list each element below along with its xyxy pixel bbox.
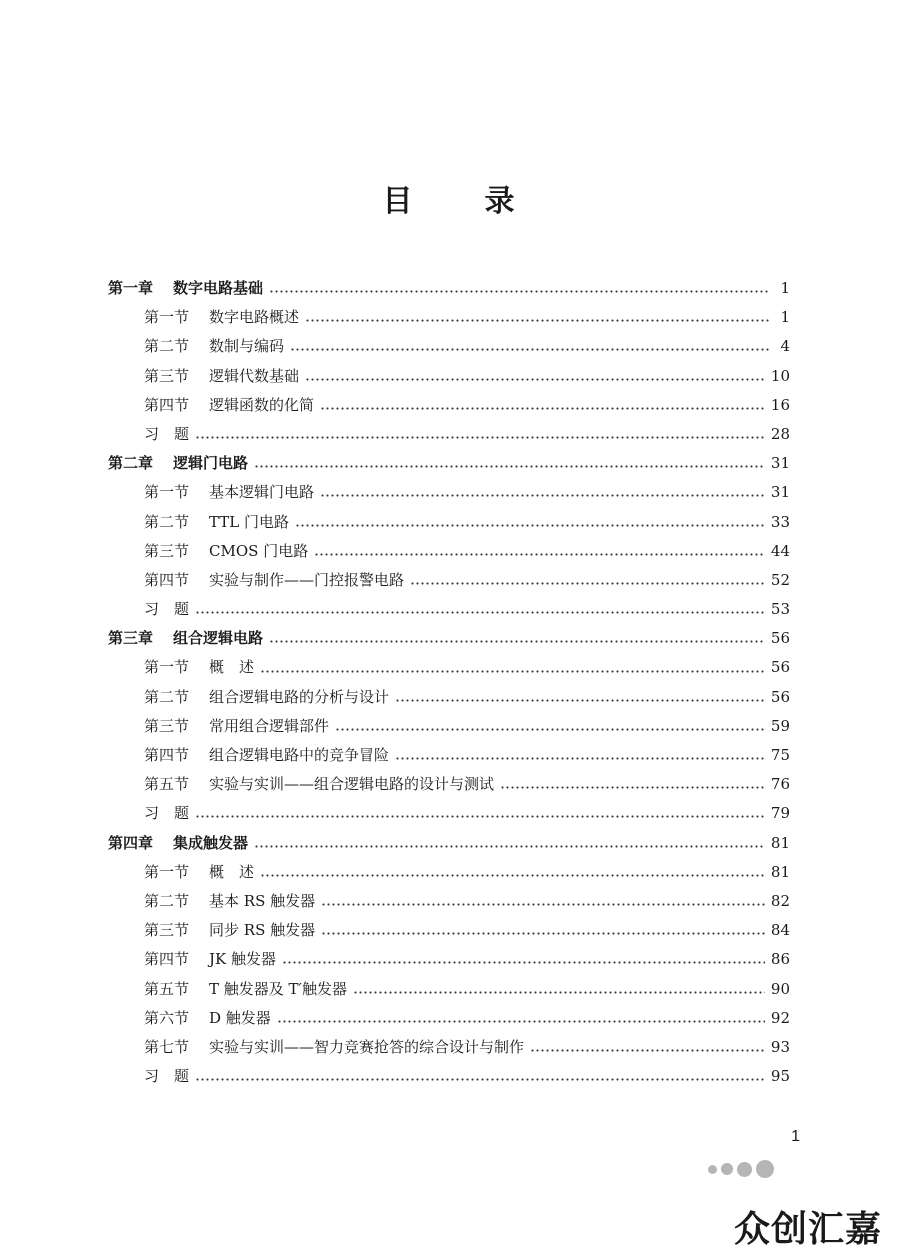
toc-entry-title: 基本逻辑门电路 — [209, 483, 315, 502]
toc-entry-number: 第二节 — [144, 687, 190, 706]
toc-entry-title: D 触发器 — [209, 1008, 271, 1027]
dot-leader — [305, 378, 765, 381]
toc-entry-number: 第三节 — [144, 541, 190, 560]
toc-entry-title: 基本 RS 触发器 — [209, 891, 316, 910]
toc-entry-number: 第三章 — [108, 629, 154, 648]
toc-entry-title: T 触发器及 T′触发器 — [209, 979, 347, 998]
toc-page-number: 31 — [770, 483, 790, 502]
dot-leader — [305, 319, 770, 322]
toc-entry-number: 第五节 — [144, 979, 190, 998]
dot-leader — [260, 670, 765, 673]
toc-entry-title: 数制与编码 — [209, 337, 285, 356]
toc-entry-title: CMOS 门电路 — [209, 541, 309, 560]
toc-section-row[interactable] — [108, 741, 790, 770]
toc-entry-title: 数字电路基础 — [173, 279, 264, 297]
toc-section-row[interactable] — [108, 683, 790, 712]
toc-page-number: 82 — [770, 891, 790, 910]
page-title — [0, 182, 899, 222]
toc-section-row[interactable] — [108, 391, 790, 420]
toc-page-number: 33 — [770, 512, 790, 531]
toc-chapter-row[interactable] — [108, 624, 790, 653]
toc-entry-number: 第一章 — [108, 279, 154, 297]
toc-page-number: 10 — [770, 366, 790, 385]
toc-entry-title: 组合逻辑电路 — [173, 629, 264, 648]
toc-entry-title: JK 触发器 — [209, 950, 277, 969]
toc-section-row[interactable] — [108, 566, 790, 595]
toc-entry-title: 实验与实训——组合逻辑电路的设计与测试 — [209, 775, 495, 794]
dot-leader — [353, 991, 765, 994]
toc-page-number: 90 — [770, 979, 790, 998]
toc-section-row[interactable] — [108, 945, 790, 974]
toc-page-number: 95 — [770, 1067, 790, 1086]
toc-entry-number: 习 题 — [144, 600, 190, 619]
toc-page-number: 76 — [770, 775, 790, 794]
toc-entry-number: 第四节 — [144, 395, 190, 414]
toc-entry-title: 数字电路概述 — [209, 308, 300, 327]
toc-section-row[interactable] — [108, 362, 790, 391]
toc-chapter-row[interactable] — [108, 829, 790, 858]
watermark: 众创汇嘉 — [734, 1209, 883, 1250]
toc-section-row[interactable] — [108, 303, 790, 332]
toc-entry-number: 第六节 — [144, 1008, 190, 1027]
decorative-dots-icon — [708, 1160, 774, 1178]
toc-entry-number: 第三节 — [144, 716, 190, 735]
dot-leader — [321, 903, 765, 906]
toc-entry-number: 第二节 — [144, 891, 190, 910]
dot-leader — [254, 845, 765, 848]
toc-page-number: 81 — [770, 862, 790, 881]
dot-leader — [269, 640, 765, 643]
toc-page-number: 56 — [770, 629, 790, 648]
toc-section-row[interactable] — [108, 1033, 790, 1062]
toc-page-number: 81 — [770, 833, 790, 852]
toc-entry-title: 集成触发器 — [173, 833, 249, 852]
toc-entry-number: 第三节 — [144, 921, 190, 940]
toc-section-row[interactable] — [108, 799, 790, 828]
toc-section-row[interactable] — [108, 332, 790, 361]
toc-entry-title: 组合逻辑电路的分析与设计 — [209, 687, 390, 706]
toc-page-number: 86 — [770, 950, 790, 969]
toc-page-number: 4 — [780, 337, 790, 356]
toc-page-number: 1 — [780, 279, 790, 297]
dot-leader — [410, 582, 765, 585]
dot-leader — [195, 1078, 765, 1081]
toc-entry-number: 第二节 — [144, 337, 190, 356]
toc-page-number: 75 — [770, 746, 790, 764]
toc-entry-number: 习 题 — [144, 804, 190, 823]
dot-leader — [195, 815, 765, 818]
title-char-left: 目 — [382, 184, 415, 219]
toc-section-row[interactable] — [108, 712, 790, 741]
toc-page-number: 16 — [770, 395, 790, 414]
dot-leader — [195, 436, 765, 439]
toc-page-number: 44 — [770, 541, 790, 560]
toc-section-row[interactable] — [108, 537, 790, 566]
toc-entry-number: 第四节 — [144, 746, 190, 764]
dot-leader — [530, 1049, 765, 1052]
dot-leader — [295, 524, 765, 527]
toc-chapter-row[interactable] — [108, 274, 790, 303]
toc-section-row[interactable] — [108, 887, 790, 916]
dot-leader — [277, 1020, 765, 1023]
toc-entry-title: 逻辑门电路 — [173, 454, 249, 473]
toc-page-number: 92 — [770, 1008, 790, 1027]
toc-section-row[interactable] — [108, 1062, 790, 1091]
toc-entry-title: 逻辑代数基础 — [209, 366, 300, 385]
toc-entry-number: 第五节 — [144, 775, 190, 794]
toc-page-number: 79 — [770, 804, 790, 823]
toc-page-number: 1 — [780, 308, 790, 327]
toc-entry-title: 实验与制作——门控报警电路 — [209, 570, 405, 589]
page-number: 1 — [791, 1128, 800, 1145]
toc-section-row[interactable] — [108, 1004, 790, 1033]
table-of-contents — [108, 274, 790, 1091]
dot-leader — [321, 932, 765, 935]
toc-section-row[interactable] — [108, 975, 790, 1004]
toc-page-number: 31 — [770, 454, 790, 473]
toc-chapter-row[interactable] — [108, 449, 790, 478]
toc-entry-number: 习 题 — [144, 424, 190, 443]
toc-page-number: 28 — [770, 424, 790, 443]
toc-page-number: 93 — [770, 1037, 790, 1056]
dot-leader — [290, 348, 770, 351]
toc-section-row[interactable] — [108, 916, 790, 945]
toc-entry-title: 同步 RS 触发器 — [209, 921, 316, 940]
toc-entry-title: 逻辑函数的化简 — [209, 395, 315, 414]
toc-page-number: 84 — [770, 921, 790, 940]
title-char-right: 录 — [484, 184, 517, 219]
toc-section-row[interactable] — [108, 595, 790, 624]
toc-section-row[interactable] — [108, 770, 790, 799]
toc-entry-number: 第一节 — [144, 483, 190, 502]
toc-page-number: 56 — [770, 687, 790, 706]
toc-entry-number: 第二章 — [108, 454, 154, 473]
toc-entry-title: 概 述 — [209, 658, 255, 677]
toc-page-number: 53 — [770, 600, 790, 619]
toc-entry-title: 概 述 — [209, 862, 255, 881]
dot-leader — [195, 611, 765, 614]
toc-entry-number: 第二节 — [144, 512, 190, 531]
toc-entry-title: TTL 门电路 — [209, 512, 290, 531]
toc-entry-number: 第三节 — [144, 366, 190, 385]
toc-entry-number: 第一节 — [144, 658, 190, 677]
toc-entry-title: 组合逻辑电路中的竞争冒险 — [209, 746, 390, 764]
dot-leader — [320, 494, 765, 497]
toc-page-number: 59 — [770, 716, 790, 735]
toc-section-row[interactable] — [108, 508, 790, 537]
dot-leader — [320, 407, 765, 410]
toc-entry-number: 第四节 — [144, 570, 190, 589]
toc-section-row[interactable] — [108, 858, 790, 887]
toc-entry-title: 常用组合逻辑部件 — [209, 716, 330, 735]
toc-page-number: 52 — [770, 570, 790, 589]
dot-leader — [254, 465, 765, 468]
dot-leader — [335, 728, 765, 731]
toc-section-row[interactable] — [108, 478, 790, 507]
toc-entry-number: 第一节 — [144, 862, 190, 881]
toc-entry-number: 习 题 — [144, 1067, 190, 1086]
toc-entry-number: 第四章 — [108, 833, 154, 852]
dot-leader — [260, 874, 765, 877]
toc-entry-title: 实验与实训——智力竞赛抢答的综合设计与制作 — [209, 1037, 525, 1056]
toc-entry-number: 第一节 — [144, 308, 190, 327]
toc-page-number: 56 — [770, 658, 790, 677]
toc-entry-number: 第四节 — [144, 950, 190, 969]
toc-section-row[interactable] — [108, 420, 790, 449]
dot-leader — [395, 699, 765, 702]
toc-section-row[interactable] — [108, 653, 790, 682]
dot-leader — [269, 290, 770, 293]
dot-leader — [282, 961, 765, 964]
toc-entry-number: 第七节 — [144, 1037, 190, 1056]
dot-leader — [500, 786, 765, 789]
dot-leader — [395, 757, 765, 760]
dot-leader — [314, 553, 765, 556]
